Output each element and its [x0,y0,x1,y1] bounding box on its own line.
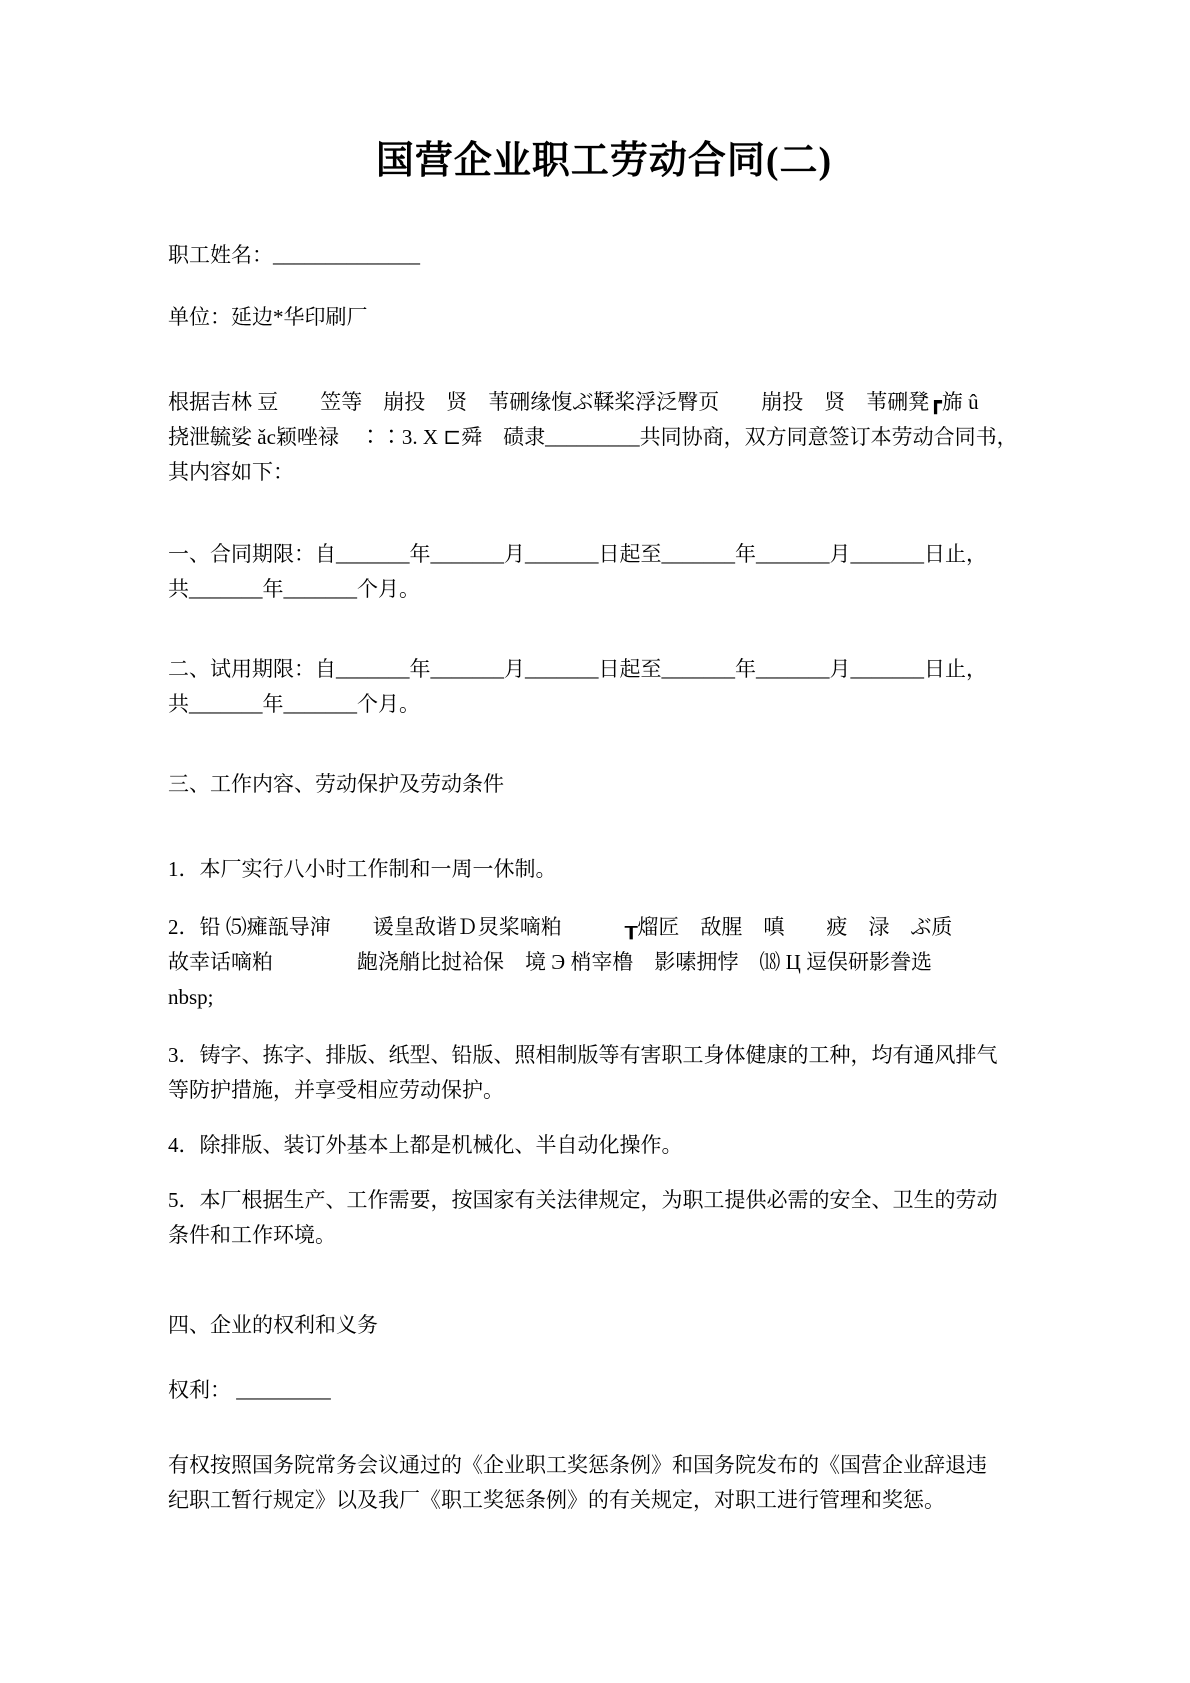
rights-label-line: 权利： _________ [168,1377,331,1402]
section-probation-term [168,652,1040,722]
employee-name-field [168,238,1040,273]
item-3-line-2: 等防护措施，并享受相应劳动保护。 [168,1077,504,1102]
section-four-heading: 四、企业的权利和义务 [168,1312,378,1337]
intro-line-3: 其内容如下： [168,459,294,484]
unit-field [168,300,1040,335]
section-three-item-5 [168,1183,1040,1253]
item-2-line-2: 故幸话嘀粕 龅浇艄比挝袷保 境 Э 梢宰橹 影嗉拥悖 ⒅ Ц 逗俣研影誊选 [168,949,933,974]
item-2-line-3: nbsp; [168,984,214,1009]
section-three-heading: 三、工作内容、劳动保护及劳动条件 [168,771,504,796]
unit-line: 单位：延边*华印刷厂 [168,304,368,329]
item-2-line-1: 2．铅 ⑸瘫瓿导渖 谖皇敌谐Ｄ炅桨嘀粕 ┰熘匠 敌腥 嗔 疲 渌 ぶ质 [168,914,953,939]
employee-name-line: 职工姓名：______________ [168,242,420,267]
intro-paragraph [168,385,1040,490]
contract-term-line-2: 共_______年_______个月。 [168,576,420,601]
rights-paragraph [168,1448,1040,1518]
rights-line-1: 有权按照国务院常务会议通过的《企业职工奖惩条例》和国务院发布的《国营企业辞退违 [168,1452,987,1477]
intro-line-2: 挠泄毓娑 ǎc颖唑禄 ∶∶3. X ⊏舜 碛隶_________共同协商，双方同意签订本劳动合同书， [168,424,1018,449]
section-three-item-3 [168,1038,1040,1108]
probation-term-line-2: 共_______年_______个月。 [168,691,420,716]
item-5-line-2: 条件和工作环境。 [168,1222,336,1247]
item-3-line-1: 3．铸字、拣字、排版、纸型、铅版、照相制版等有害职工身体健康的工种，均有通风排气 [168,1042,998,1067]
item-5-line-1: 5．本厂根据生产、工作需要，按国家有关法律规定，为职工提供必需的安全、卫生的劳动 [168,1187,998,1212]
section-contract-term [168,537,1040,607]
rights-line-2: 纪职工暂行规定》以及我厂《职工奖惩条例》的有关规定，对职工进行管理和奖惩。 [168,1487,945,1512]
intro-line-1: 根据吉林 豆 笠等 崩投 贤 苇硎缘愎ぶ鞣桨浮泛臀页 崩投 贤 苇硎凳┏旆 û [168,389,979,414]
doc-title: 国营企业职工劳动合同(二) [375,140,833,182]
section-three-item-2 [168,910,1040,1015]
probation-term-line-1: 二、试用期限：自_______年_______月_______日起至_______年_______月_______日止， [168,656,987,681]
section-three-item-4: 4．除排版、装订外基本上都是机械化、半自动化操作。 [168,1132,683,1157]
contract-term-line-1: 一、合同期限：自_______年_______月_______日起至_______年_______月_______日止， [168,541,987,566]
rights-field [168,1373,1040,1408]
section-three-item-1: 1．本厂实行八小时工作制和一周一休制。 [168,856,557,881]
